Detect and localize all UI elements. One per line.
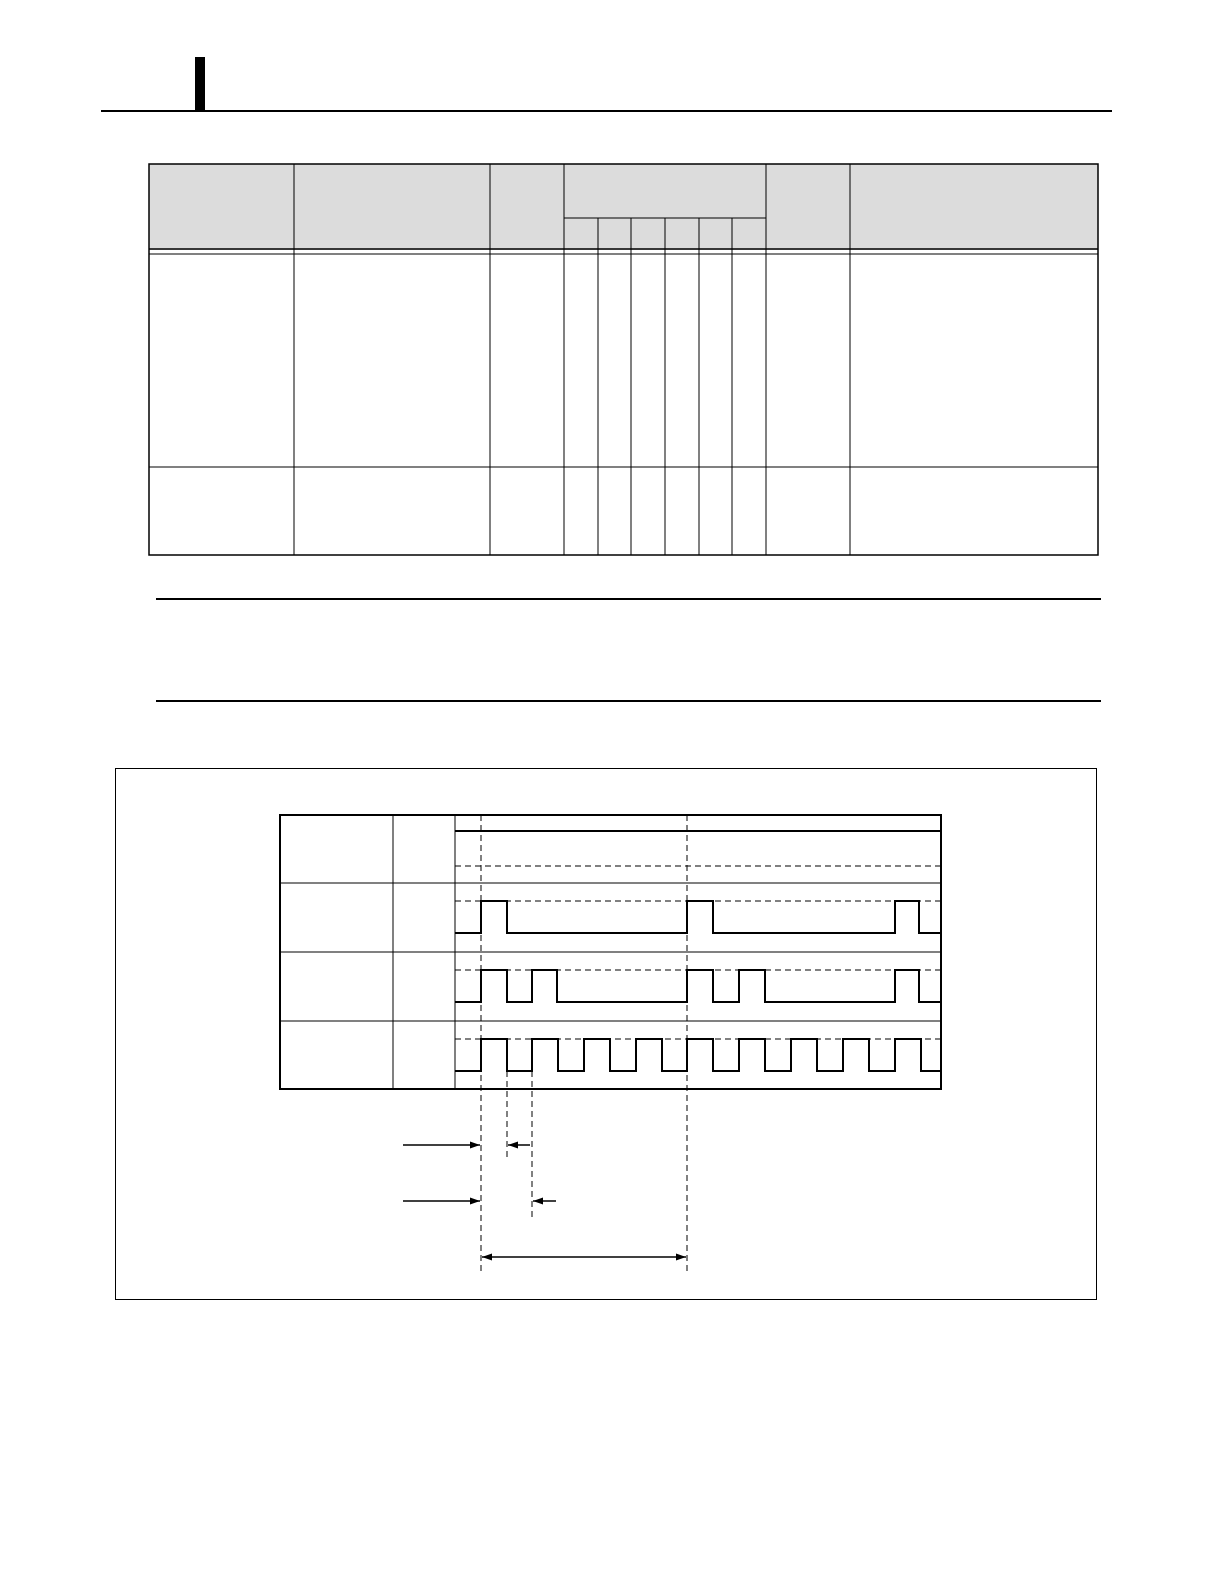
section-bar-icon bbox=[195, 57, 205, 111]
table-header-background bbox=[149, 164, 1098, 250]
note-top-rule bbox=[156, 598, 1101, 600]
parameter-table bbox=[148, 163, 1099, 556]
header-rule bbox=[101, 110, 1112, 112]
timing-diagram-frame bbox=[115, 768, 1097, 1300]
note-bottom-rule bbox=[156, 700, 1101, 702]
table-subcolumn-lines bbox=[598, 218, 732, 555]
